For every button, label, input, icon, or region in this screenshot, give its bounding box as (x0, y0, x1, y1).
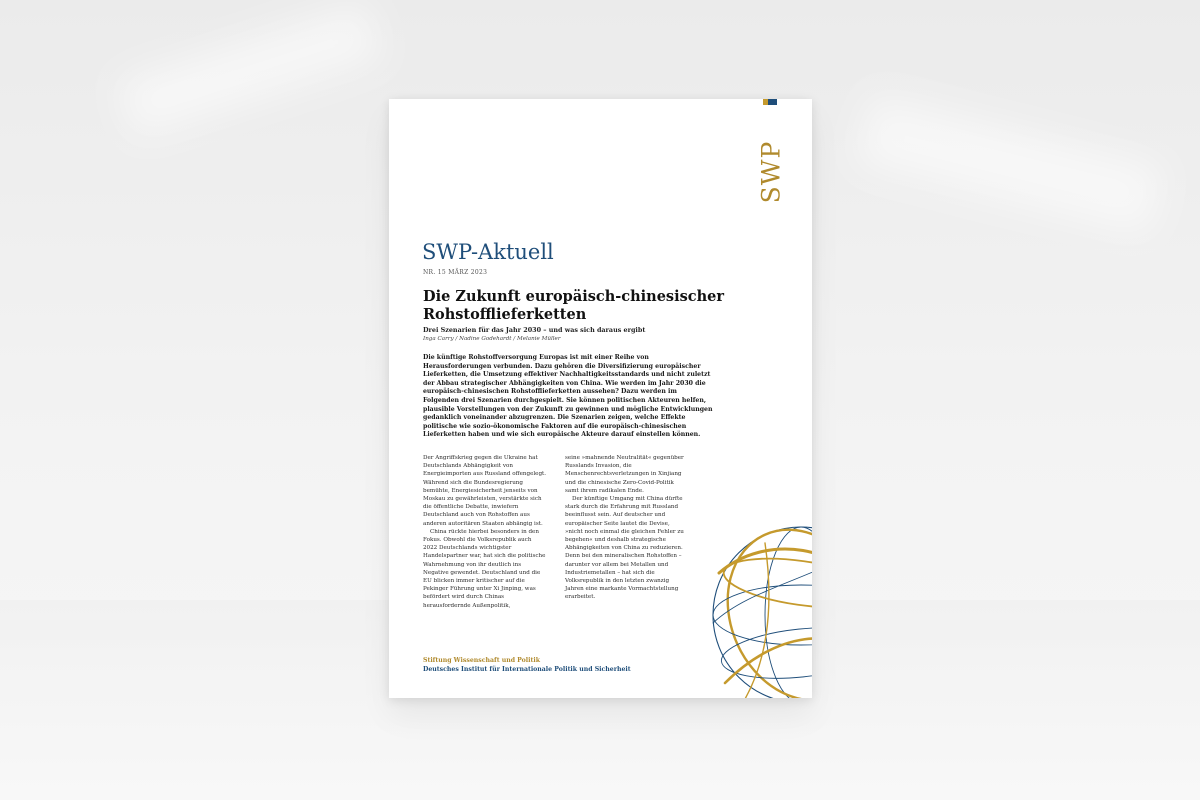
footer-institution-name: Stiftung Wissenschaft und Politik (423, 657, 540, 664)
body-paragraph: China rückte hierbei besonders in den Fokus. Obwohl die Volksrepublik auch 2022 Deutschlands wichtigster Handelspartner war, hat sich die politische Wahrnehmung von ihr deutlich ins Negative gewendet. Deutschland und die EU blicken immer kritischer auf die Pekinger Führung unter Xi Jinping, was befördert wird durch Chinas herausfordernde Außenpolitik, (423, 528, 546, 609)
abstract-paragraph: Die künftige Rohstoffversorgung Europas ist mit einer Reihe von Herausforderungen verbunden. Dazu gehören die Diversifizierung europäischer Lieferketten, die Umsetzung effektiver Nachhaltigkeitsstandards und nicht zuletzt der Abbau strategischer Abhängigkeiten von China. Wie werden im Jahr 2030 die europäisch-chinesischen Rohstofflieferketten aussehen? Dazu werden im Folgenden drei Szenarien durchgespielt. Sie können politischen Akteuren helfen, plausible Vorstellungen von der Zukunft zu gewinnen und mögliche Entwicklungen gedanklich voneinander abzugrenzen. Die Szenarien zeigen, welche Effekte politische wie sozio-ökonomische Faktoren auf die europäisch-chinesischen Lieferketten haben und wie sich europäische Akteure darauf einstellen können. (423, 354, 713, 439)
document-page (389, 99, 812, 698)
body-column-2 (565, 454, 689, 602)
swp-logo-text: SWP (756, 140, 786, 204)
document-subtitle: Drei Szenarien für das Jahr 2030 – und was sich daraus ergibt (423, 326, 646, 334)
series-title: SWP-Aktuell (422, 240, 554, 264)
body-paragraph: seine »mahnende Neutralität« gegenüber Russlands Invasion, die Menschenrechtsverletzungen in Xinjiang und die chinesische Zero-Covid-Politik samt ihrem radikalen Ende. (565, 455, 684, 494)
body-paragraph: Der Angriffskrieg gegen die Ukraine hat Deutschlands Abhängigkeit von Energieimporten aus Russland offengelegt. Während sich die Bundesregierung bemühte, Energiesicherheit jenseits von Moskau zu gewährleisten, verstärkte sich die öffentliche Debatte, inwiefern Deutschland auch von Rohstoffen aus anderen autoritären Staaten abhängig ist. (423, 455, 547, 527)
globe-meridian-gold (705, 513, 812, 698)
background-light-streak (856, 95, 1164, 235)
issue-line: NR. 15 MÄRZ 2023 (423, 269, 488, 276)
footer-institution-subtitle: Deutsches Institut für Internationale Politik und Sicherheit (423, 666, 631, 673)
body-column-1 (423, 454, 547, 610)
background-light-streak (117, 1, 383, 138)
swp-logo (753, 140, 789, 204)
authors-line: Inga Carry / Nadine Godehardt / Melanie Müller (423, 336, 561, 342)
body-paragraph: Der künftige Umgang mit China dürfte stark durch die Erfahrung mit Russland beeinflusst sein. Auf deutscher und europäischer Seite lautet die Devise, »nicht noch einmal die gleichen Fehler zu begehen« und deshalb strategische Abhängigkeiten von China zu reduzieren. Denn bei den mineralischen Rohstoffen – darunter vor allem bei Metallen und Industriemetallen – hat sich die Volksrepublik in den letzten zwanzig Jahren eine markante Vormachtstellung erarbeitet. (565, 496, 684, 601)
globe-graphic (705, 513, 812, 698)
document-title: Die Zukunft europäisch-chinesischer Rohstofflieferketten (423, 288, 724, 323)
globe-parallel-gold (721, 550, 812, 615)
corner-bar-blue (768, 99, 777, 105)
globe-meridian (765, 527, 812, 698)
